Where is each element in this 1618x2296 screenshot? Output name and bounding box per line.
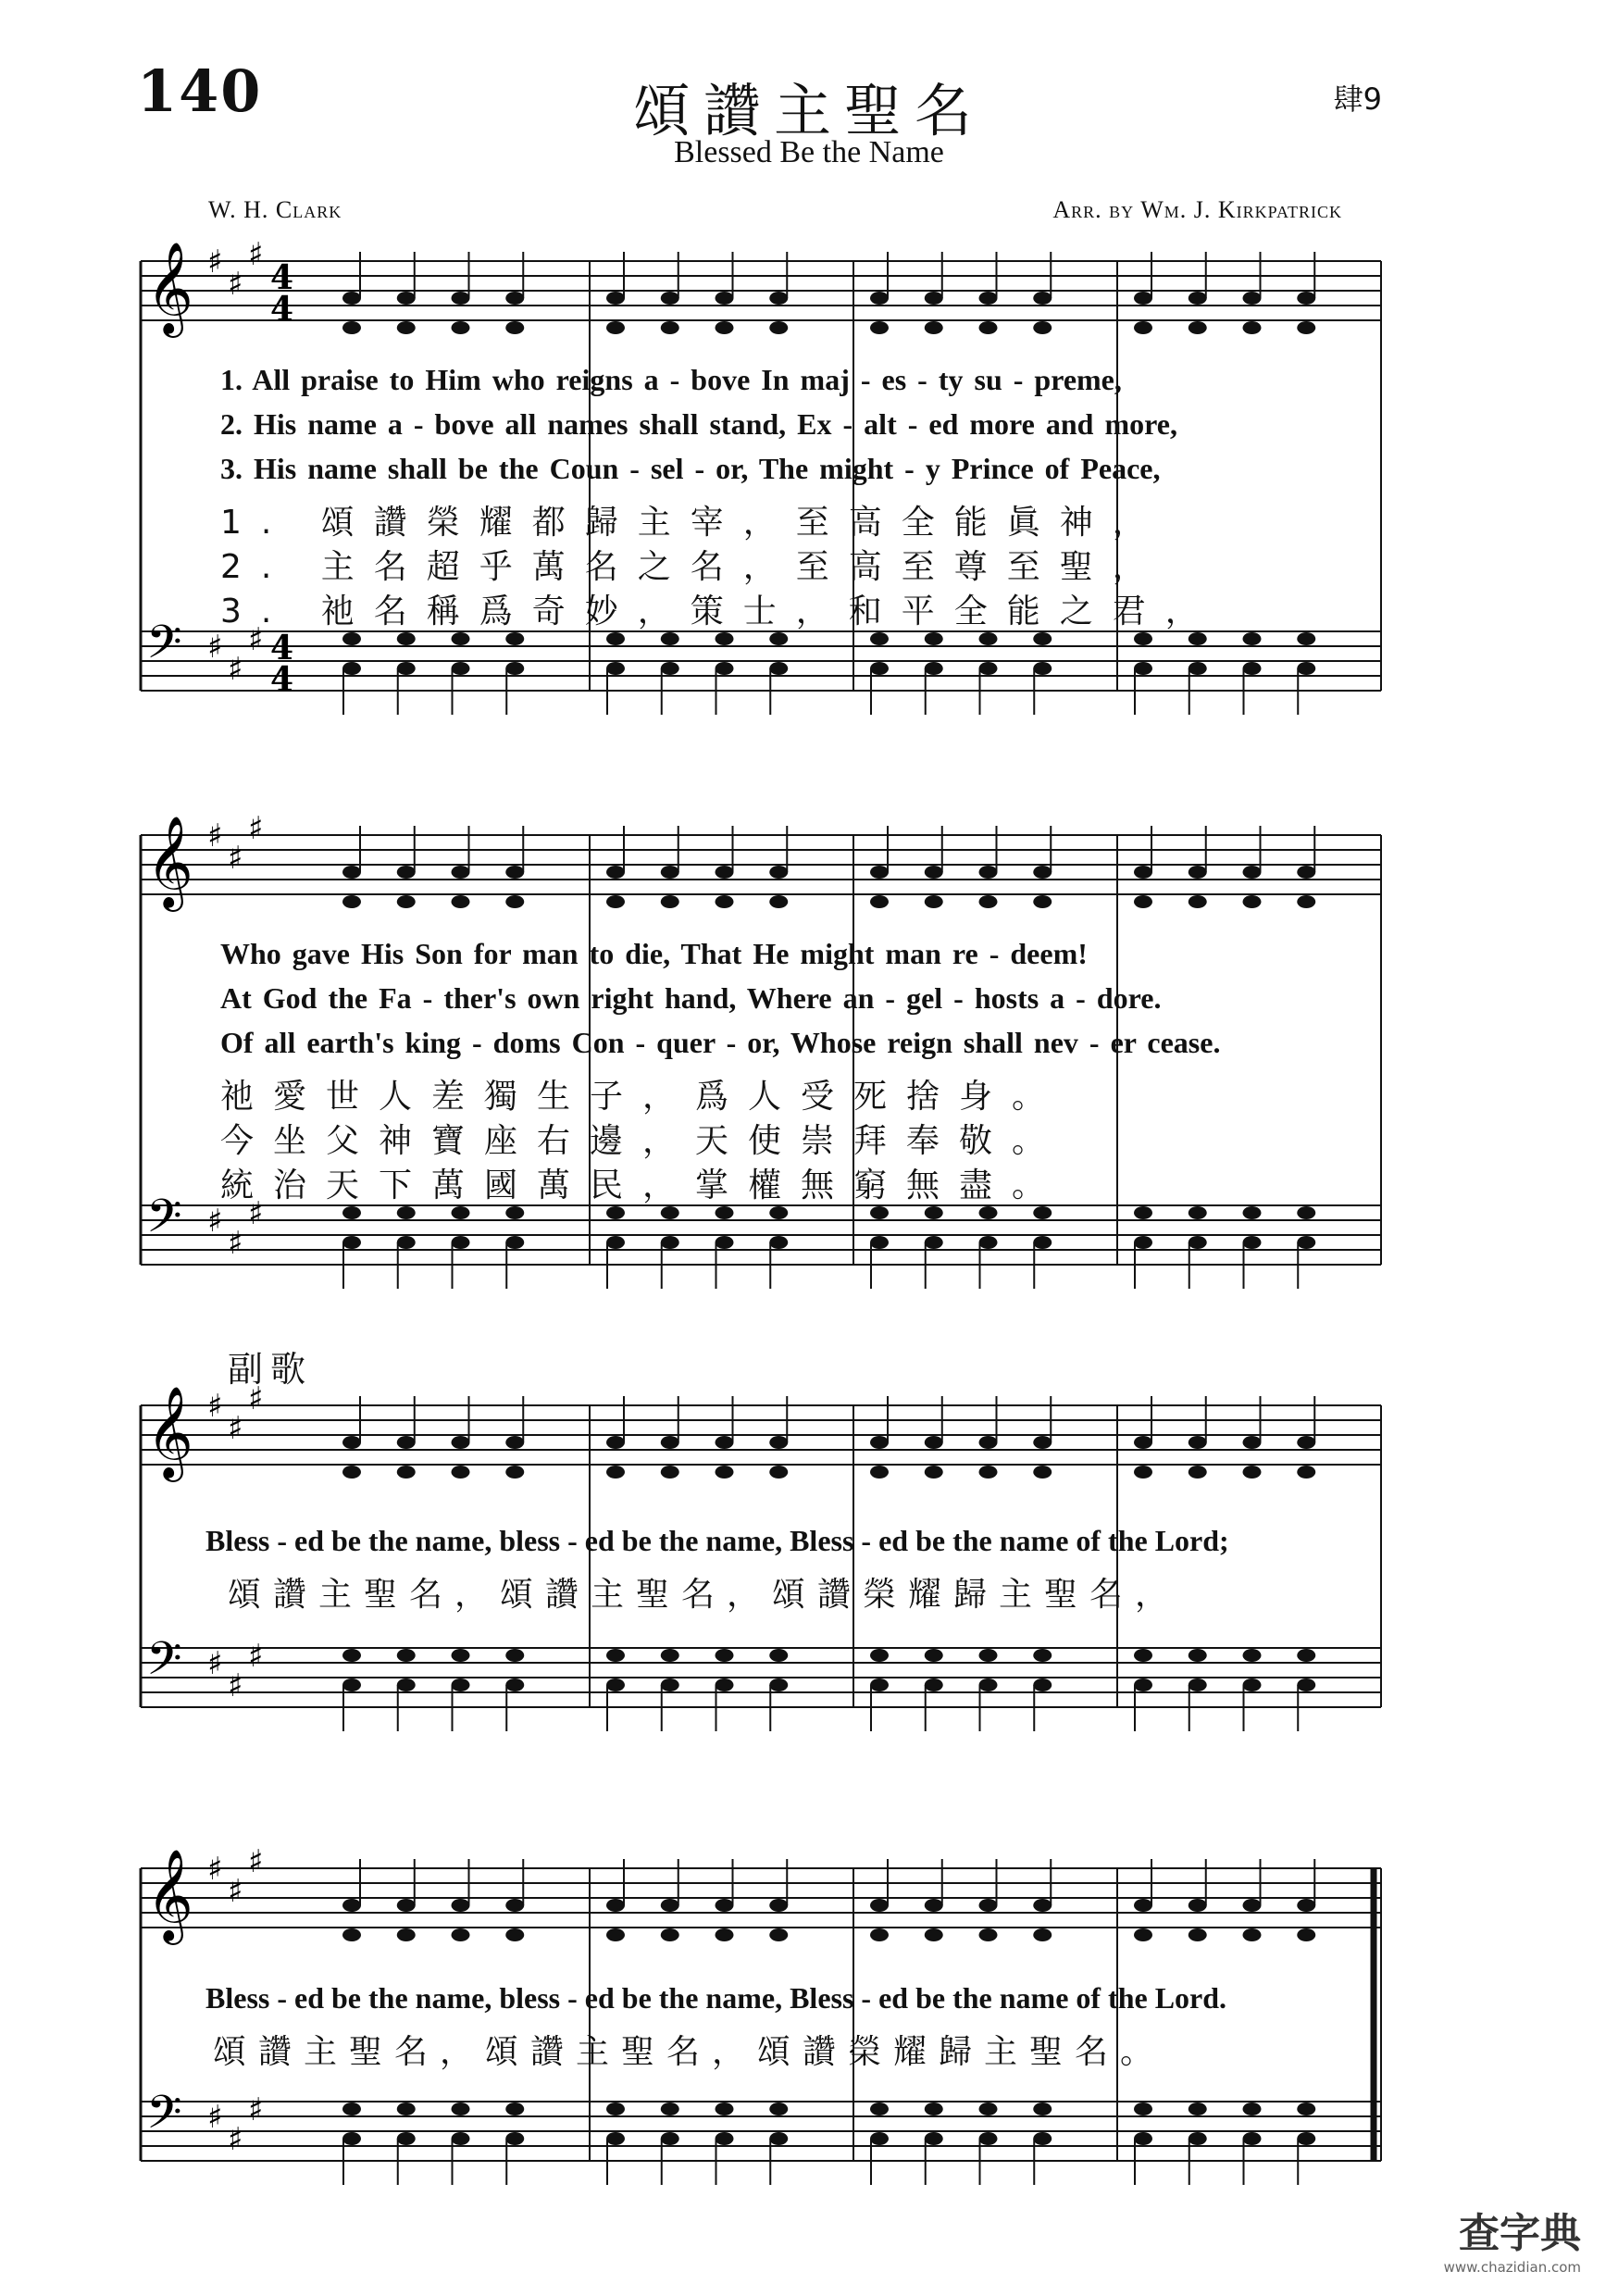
notehead — [505, 2132, 524, 2145]
sharp-icon: ♯ — [207, 629, 223, 666]
notehead — [870, 1928, 889, 1941]
bass-clef-icon: 𝄢 — [146, 2086, 182, 2151]
notehead — [505, 1899, 524, 1912]
sharp-icon: ♯ — [207, 1388, 223, 1425]
time-signature-bottom: 4 — [270, 660, 294, 699]
sharp-icon: ♯ — [207, 1851, 223, 1888]
sharp-icon: ♯ — [228, 840, 243, 877]
treble-clef-icon: 𝄞 — [146, 816, 193, 908]
notehead — [661, 2132, 679, 2145]
notehead — [716, 2132, 734, 2145]
author-credit: W. H. Clark — [208, 196, 342, 223]
verse-2-chinese-line-1: 2. 主名超乎萬名之名，至高至尊至聖， — [220, 548, 1165, 586]
verse-1-chinese-line-1: 1. 頌讚榮耀都歸主宰，至高全能眞神， — [220, 504, 1165, 542]
sharp-icon: ♯ — [248, 1195, 264, 1232]
notehead — [606, 2103, 625, 2115]
notehead — [452, 2103, 470, 2115]
sharp-icon: ♯ — [248, 1380, 264, 1417]
notehead — [925, 1899, 943, 1912]
notehead — [1033, 2103, 1052, 2115]
verse-2-english-line-2: At God the Fa - ther's own right hand, Where an - gel - hosts a - dore. — [220, 981, 1162, 1015]
bass-staff-lines — [141, 2086, 1381, 2161]
sharp-icon: ♯ — [248, 2091, 264, 2128]
verse-2-english-line-1: 2. His name a - bove all names shall stand, Ex - alt - ed more and more, — [220, 407, 1177, 441]
sharp-icon: ♯ — [207, 1203, 223, 1240]
notehead — [1189, 2103, 1207, 2115]
refrain-english-line-1: Bless - ed be the name, bless - ed be the name, Bless - ed be the name of the Lord; — [205, 1524, 1229, 1557]
refrain-chinese-line-1: 頌讚主聖名，頌讚主聖名，頌讚榮耀歸主聖名， — [228, 1576, 1181, 1614]
notehead — [925, 2103, 943, 2115]
sharp-icon: ♯ — [207, 243, 223, 281]
sharp-icon: ♯ — [228, 266, 243, 303]
bass-clef-icon: 𝄢 — [146, 1632, 182, 1697]
refrain-chinese-line-2: 頌讚主聖名，頌讚主聖名，頌讚榮耀歸主聖名。 — [213, 2033, 1166, 2071]
notehead — [1033, 1899, 1052, 1912]
notehead — [769, 1899, 788, 1912]
verse-3-english-line-1: 3. His name shall be the Coun - sel - or, The might - y Prince of Peace, — [220, 452, 1161, 485]
notehead — [716, 1899, 734, 1912]
notehead — [1243, 2132, 1262, 2145]
sharp-icon: ♯ — [228, 1667, 243, 1704]
sharp-icon: ♯ — [248, 1843, 264, 1880]
notehead — [1134, 1928, 1152, 1941]
notehead — [606, 1928, 625, 1941]
notehead — [870, 2132, 889, 2145]
treble-clef-icon: 𝄞 — [146, 242, 193, 334]
notehead — [452, 1899, 470, 1912]
notehead — [342, 1899, 361, 1912]
notehead — [979, 2132, 998, 2145]
tune-code: 肆9 — [1333, 81, 1382, 117]
notehead — [1189, 1899, 1207, 1912]
notehead — [1033, 2132, 1052, 2145]
notehead — [606, 2132, 625, 2145]
sharp-icon: ♯ — [207, 1645, 223, 1682]
notehead — [979, 1899, 998, 1912]
notehead — [342, 2132, 361, 2145]
notehead — [342, 2103, 361, 2115]
arranger-credit: Arr. by Wm. J. Kirkpatrick — [1052, 196, 1342, 223]
notehead — [925, 2132, 943, 2145]
treble-clef-icon: 𝄞 — [146, 1849, 193, 1941]
notehead — [1243, 1928, 1262, 1941]
verse-2-chinese-line-2: 今坐父神寶座右邊，天使崇拜奉敬。 — [220, 1122, 1065, 1160]
notehead — [342, 1928, 361, 1941]
notehead — [870, 1899, 889, 1912]
time-signature-bottom: 4 — [270, 290, 294, 329]
sharp-icon: ♯ — [228, 1225, 243, 1262]
sharp-icon: ♯ — [248, 621, 264, 658]
notehead — [1297, 1928, 1315, 1941]
notehead — [397, 2103, 416, 2115]
notehead — [661, 1899, 679, 1912]
notehead — [452, 1928, 470, 1941]
time-signature-top: 4 — [270, 258, 294, 297]
notehead — [716, 2103, 734, 2115]
notehead — [716, 1928, 734, 1941]
verse-3-english-line-2: Of all earth's king - doms Con - quer - or, Whose reign shall nev - er cease. — [220, 1026, 1221, 1059]
refrain-label: 副歌 — [228, 1349, 314, 1390]
title-chinese: 頌讚主聖名 — [632, 77, 985, 144]
notehead — [870, 2103, 889, 2115]
bass-clef-icon: 𝄢 — [146, 1190, 182, 1254]
refrain-english-line-2: Bless - ed be the name, bless - ed be the name, Bless - ed be the name of the Lord. — [205, 1981, 1227, 2015]
sharp-icon: ♯ — [207, 817, 223, 855]
notehead — [1297, 2103, 1315, 2115]
verse-3-chinese-line-2: 統治天下萬國萬民，掌權無窮無盡。 — [220, 1167, 1065, 1204]
watermark-url: www.chazidian.com — [1443, 2259, 1581, 2276]
verse-1-chinese-line-2: 祂愛世人差獨生子，爲人受死捨身。 — [220, 1078, 1065, 1116]
notehead — [505, 1928, 524, 1941]
bass-clef-icon: 𝄢 — [146, 616, 182, 680]
notehead — [769, 2132, 788, 2145]
time-signature-top: 4 — [270, 629, 294, 668]
hymn-number: 140 — [137, 57, 263, 125]
notehead — [661, 2103, 679, 2115]
sharp-icon: ♯ — [248, 1638, 264, 1675]
title-english: Blessed Be the Name — [674, 135, 944, 169]
notehead — [397, 1928, 416, 1941]
notehead — [505, 2103, 524, 2115]
notehead — [979, 2103, 998, 2115]
notehead — [1189, 1928, 1207, 1941]
notehead — [1134, 2132, 1152, 2145]
watermark — [1444, 2200, 1581, 2276]
notehead — [1189, 2132, 1207, 2145]
notehead — [1297, 2132, 1315, 2145]
sharp-icon: ♯ — [228, 651, 243, 688]
notehead — [1243, 1899, 1262, 1912]
notehead — [1134, 2103, 1152, 2115]
sharp-icon: ♯ — [228, 1873, 243, 1910]
sharp-icon: ♯ — [207, 2099, 223, 2136]
notehead — [397, 2132, 416, 2145]
notehead — [397, 1899, 416, 1912]
watermark-text: 查字典 — [1459, 2210, 1581, 2257]
verse-3-chinese-line-1: 3. 祂名稱爲奇妙，策士，和平全能之君， — [220, 593, 1218, 630]
notehead — [1134, 1899, 1152, 1912]
verse-1-english-line-1: 1. All praise to Him who reigns a - bove In maj - es - ty su - preme, — [220, 363, 1122, 396]
sharp-icon: ♯ — [248, 236, 264, 273]
notehead — [1243, 2103, 1262, 2115]
notehead — [452, 2132, 470, 2145]
sharp-icon: ♯ — [228, 2121, 243, 2158]
treble-clef-icon: 𝄞 — [146, 1386, 193, 1479]
notehead — [925, 1928, 943, 1941]
notehead — [769, 1928, 788, 1941]
notehead — [1033, 1928, 1052, 1941]
notehead — [979, 1928, 998, 1941]
notehead — [606, 1899, 625, 1912]
notehead — [661, 1928, 679, 1941]
notehead — [1297, 1899, 1315, 1912]
notehead — [769, 2103, 788, 2115]
sharp-icon: ♯ — [248, 810, 264, 847]
sharp-icon: ♯ — [228, 1410, 243, 1447]
verse-1-english-line-2: Who gave His Son for man to die, That He might man re - deem! — [220, 937, 1088, 970]
